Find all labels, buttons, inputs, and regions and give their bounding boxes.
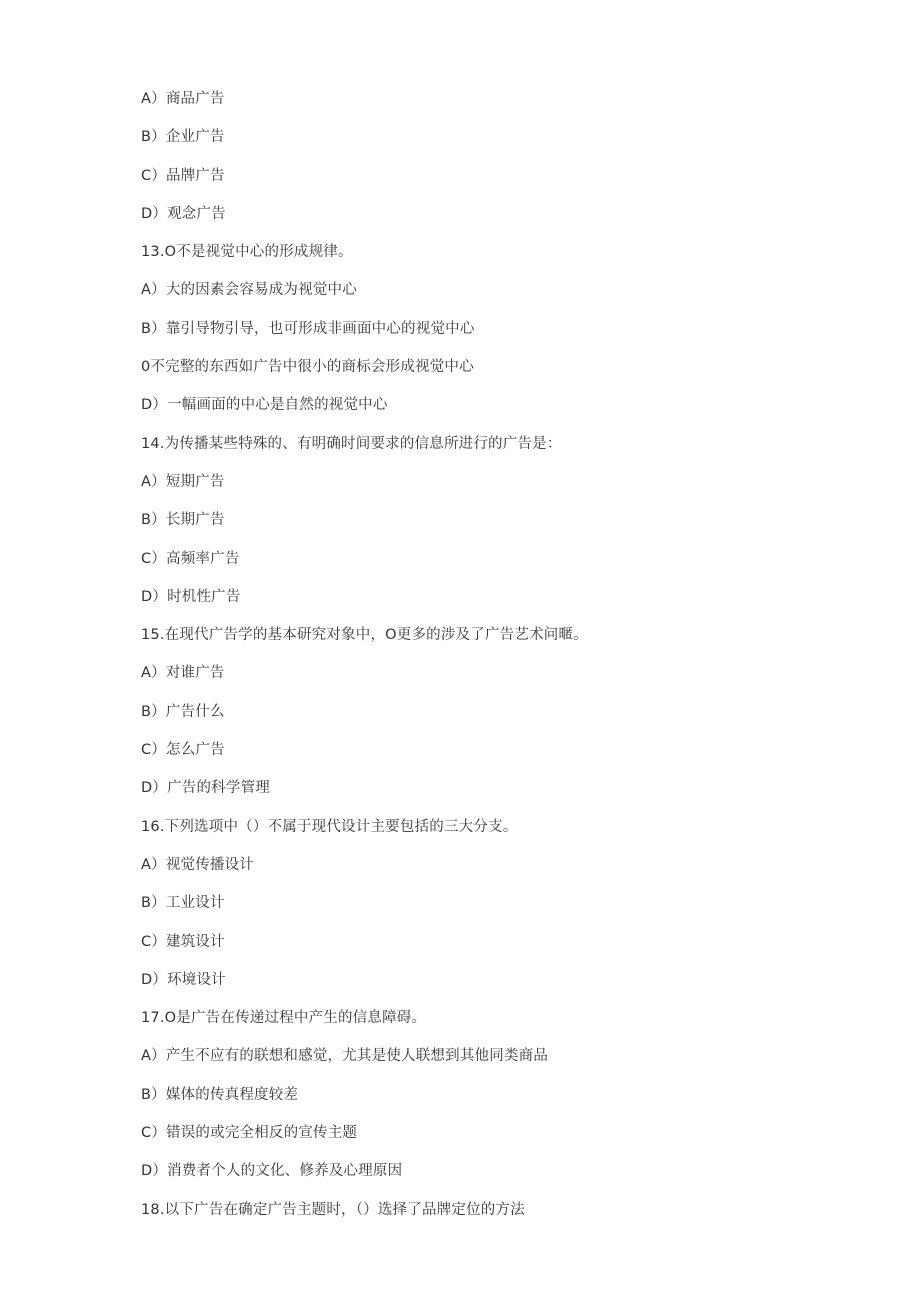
question-17: 17.O是广告在传递过程中产生的信息障碍。 (141, 1010, 427, 1027)
option-c-q13: 0不完整的东西如广告中很小的商标会形成视觉中心 (141, 359, 474, 376)
option-c-q16: C）建筑设计 (141, 933, 225, 950)
option-a-q12: A）商品广告 (141, 91, 225, 107)
option-b-q13: B）靠引导物引导，也可形成非画面中心的视觉中心 (141, 320, 475, 337)
option-d-q13: D）一幅画面的中心是自然的视觉中心 (141, 397, 388, 414)
option-b-q14: B）长期广告 (141, 512, 225, 529)
option-d-q17: D）消费者个人的文化、修养及心理原因 (141, 1163, 403, 1180)
question-16: 16.下列选项中（）不属于现代设计主要包括的三大分支。 (141, 818, 518, 835)
option-c-q15: C）怎么广告 (141, 742, 225, 759)
option-a-q16: A）视觉传播设计 (141, 856, 255, 873)
document-body (141, 89, 841, 1238)
option-a-q13: A）大的因素会容易成为视觉中心 (141, 282, 357, 299)
option-c-q12: C）品牌广告 (141, 167, 225, 184)
option-d-q12: D）观念广告 (141, 205, 226, 222)
option-a-q17: A）产生不应有的联想和感觉，尤其是使人联想到其他同类商品 (141, 1048, 549, 1065)
option-d-q16: D）环境设计 (141, 971, 226, 988)
question-18: 18.以下广告在确定广告主题时，（）选择了品牌定位的方法 (141, 1201, 525, 1218)
option-c-q17: C）错误的或完全相反的宣传主题 (141, 1125, 358, 1142)
question-15: 15.在现代广告学的基本研究对象中，O更多的涉及了广告艺术问暱。 (141, 627, 588, 644)
option-d-q14: D）时机性广告 (141, 588, 241, 605)
option-a-q15: A）对谁广告 (141, 665, 225, 682)
option-b-q16: B）工业设计 (141, 895, 225, 912)
option-b-q12: B）企业广告 (141, 129, 225, 146)
question-14: 14.为传播某些特殊的、有明确时间要求的信息所进行的广告是： (141, 435, 562, 452)
option-d-q15: D）广告的科学管理 (141, 780, 270, 797)
option-a-q14: A）短期广告 (141, 473, 225, 490)
option-c-q14: C）高频率广告 (141, 550, 240, 567)
option-b-q17: B）媒体的传真程度较差 (141, 1086, 299, 1103)
question-13: 13.O不是视觉中心的形成规律。 (141, 244, 353, 261)
option-b-q15: B）广告什么 (141, 703, 225, 720)
